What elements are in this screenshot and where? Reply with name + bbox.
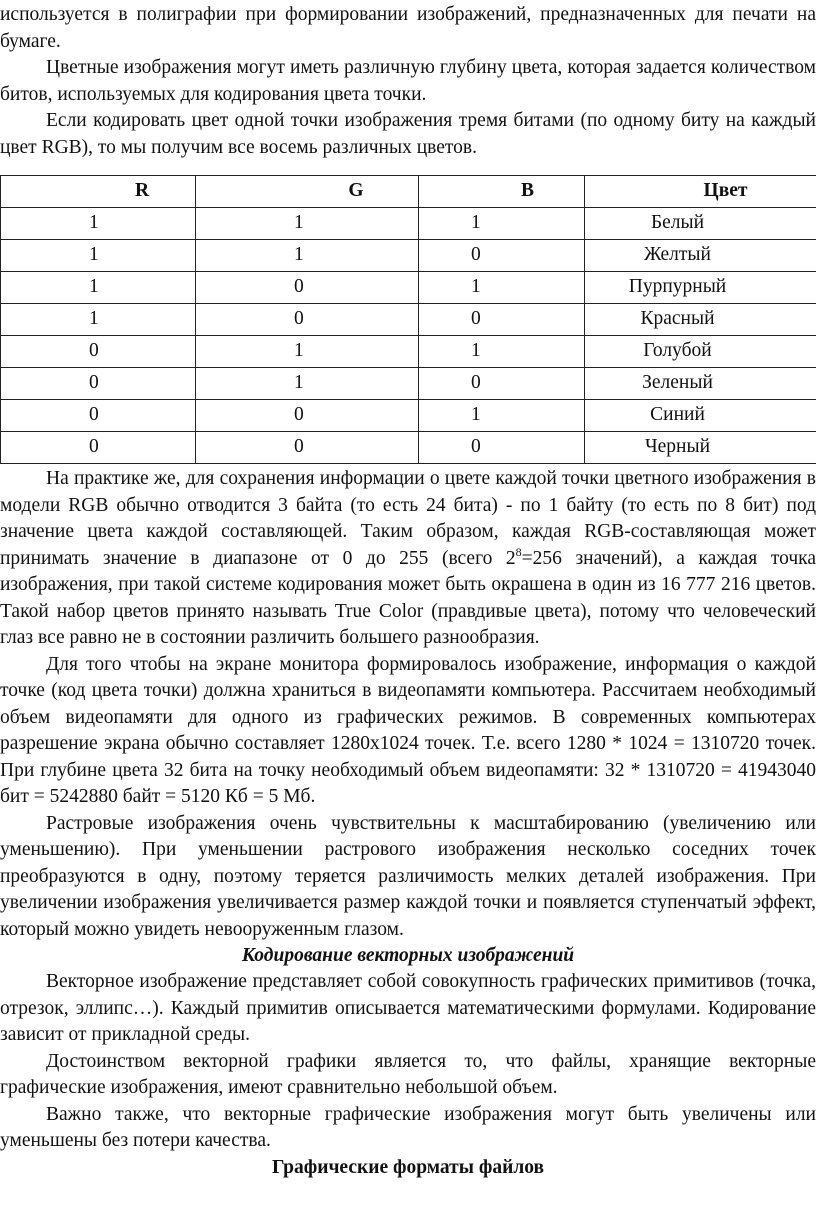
rgb-color-table bbox=[0, 175, 816, 464]
cell-r: 1 bbox=[1, 304, 196, 336]
cell-r: 0 bbox=[1, 400, 196, 432]
table-row bbox=[1, 336, 816, 368]
paragraph-vector-advantage: Достоинством векторной графики является то, что файлы, хранящие векторные графические изображения, имеют сравнительно небольшой объем. bbox=[0, 1050, 816, 1098]
header-b: B bbox=[419, 176, 585, 208]
text-after-power: =256 значений), а каждая точка изображения, при такой системе кодирования может быть окрашена в один из 16 777 216 цветов. Такой набор цветов принято называть True Color (правдивые цвета), потому что человеческий глаз все равно не в состоянии различить большего разнообразия. bbox=[0, 547, 816, 648]
table-row bbox=[1, 208, 816, 240]
table-header-row bbox=[1, 176, 816, 208]
power-exponent: 8 bbox=[515, 544, 522, 559]
header-r: R bbox=[1, 176, 196, 208]
cell-r: 1 bbox=[1, 240, 196, 272]
heading-graphic-formats: Графические форматы файлов bbox=[271, 1156, 545, 1178]
cell-r: 1 bbox=[1, 208, 196, 240]
paragraph-continued: используется в полиграфии при формировании изображений, предназначенных для печати на бумаге. bbox=[0, 4, 816, 52]
cell-b: 0 bbox=[419, 304, 585, 336]
cell-color: Синий bbox=[585, 400, 816, 432]
cell-g: 0 bbox=[196, 304, 419, 336]
paragraph-true-color bbox=[0, 466, 816, 652]
cell-g: 0 bbox=[196, 272, 419, 304]
header-color: Цвет bbox=[585, 176, 816, 208]
cell-r: 0 bbox=[1, 432, 196, 464]
cell-color: Черный bbox=[585, 432, 816, 464]
cell-color: Пурпурный bbox=[585, 272, 816, 304]
cell-b: 0 bbox=[419, 432, 585, 464]
cell-color: Белый bbox=[585, 208, 816, 240]
table-row bbox=[1, 272, 816, 304]
cell-g: 0 bbox=[196, 400, 419, 432]
paragraph-three-bits: Если кодировать цвет одной точки изображения тремя битами (по одному биту на каждый цвет RGB), то мы получим все восемь различных цветов. bbox=[0, 110, 816, 158]
cell-r: 0 bbox=[1, 336, 196, 368]
cell-b: 0 bbox=[419, 368, 585, 400]
table-row bbox=[1, 240, 816, 272]
cell-b: 1 bbox=[419, 208, 585, 240]
cell-b: 1 bbox=[419, 336, 585, 368]
paragraph-vector-scaling: Важно также, что векторные графические изображения могут быть увеличены или уменьшены без потери качества. bbox=[0, 1103, 816, 1151]
paragraph-videomemory: Для того чтобы на экране монитора формировалось изображение, информация о каждой точке (код цвета точки) должна храниться в видеопамяти компьютера. Рассчитаем необходимый объем видеопамяти для одного из графических режимов. В современных компьютерах разрешение экрана обычно составляет 1280х1024 точек. Т.е. всего 1280 * 1024 = 1310720 точек. При глубине цвета 32 бита на точку необходимый объем видеопамяти: 32 * 1310720 = 41943040 бит = 5242880 байт = 5120 Кб = 5 Мб. bbox=[0, 653, 816, 807]
cell-color: Красный bbox=[585, 304, 816, 336]
table-row bbox=[1, 400, 816, 432]
cell-r: 1 bbox=[1, 272, 196, 304]
cell-g: 1 bbox=[196, 208, 419, 240]
cell-color: Голубой bbox=[585, 336, 816, 368]
paragraph-vector-definition: Векторное изображение представляет собой совокупность графических примитивов (точка, отрезок, эллипс…). Каждый примитив описывается математическими формулами. Кодирование зависит от прикладной среды. bbox=[0, 971, 816, 1045]
cell-b: 0 bbox=[419, 240, 585, 272]
table-row bbox=[1, 304, 816, 336]
cell-g: 1 bbox=[196, 336, 419, 368]
cell-g: 1 bbox=[196, 240, 419, 272]
cell-color: Зеленый bbox=[585, 368, 816, 400]
heading-vector-encoding: Кодирование векторных изображений bbox=[241, 945, 575, 966]
text-before-power: На практике же, для сохранения информации о цвете каждой точки цветного изображения в модели RGB обычно отводится 3 байта (то есть 24 бита) - по 1 байту (то есть по 8 бит) под значение цвета каждой составляющей. Таким образом, каждая RGB-составляющая может принимать значение в диапазоне от 0 до 255 (всего 2 bbox=[0, 468, 816, 569]
cell-r: 0 bbox=[1, 368, 196, 400]
cell-color: Желтый bbox=[585, 240, 816, 272]
cell-g: 1 bbox=[196, 368, 419, 400]
header-g: G bbox=[196, 176, 419, 208]
paragraph-color-depth: Цветные изображения могут иметь различную глубину цвета, которая задается количеством битов, используемых для кодирования цвета точки. bbox=[0, 57, 816, 105]
table-row bbox=[1, 432, 816, 464]
cell-b: 1 bbox=[419, 272, 585, 304]
paragraph-raster-scaling: Растровые изображения очень чувствительны к масштабированию (увеличению или уменьшению). При уменьшении растрового изображения несколько соседних точек преобразуются в одну, поэтому теряется различимость мелких деталей изображения. При увеличении изображения увеличивается размер каждой точки и появляется ступенчатый эффект, который можно увидеть невооруженным глазом. bbox=[0, 812, 816, 940]
cell-b: 1 bbox=[419, 400, 585, 432]
cell-g: 0 bbox=[196, 432, 419, 464]
table-row bbox=[1, 368, 816, 400]
